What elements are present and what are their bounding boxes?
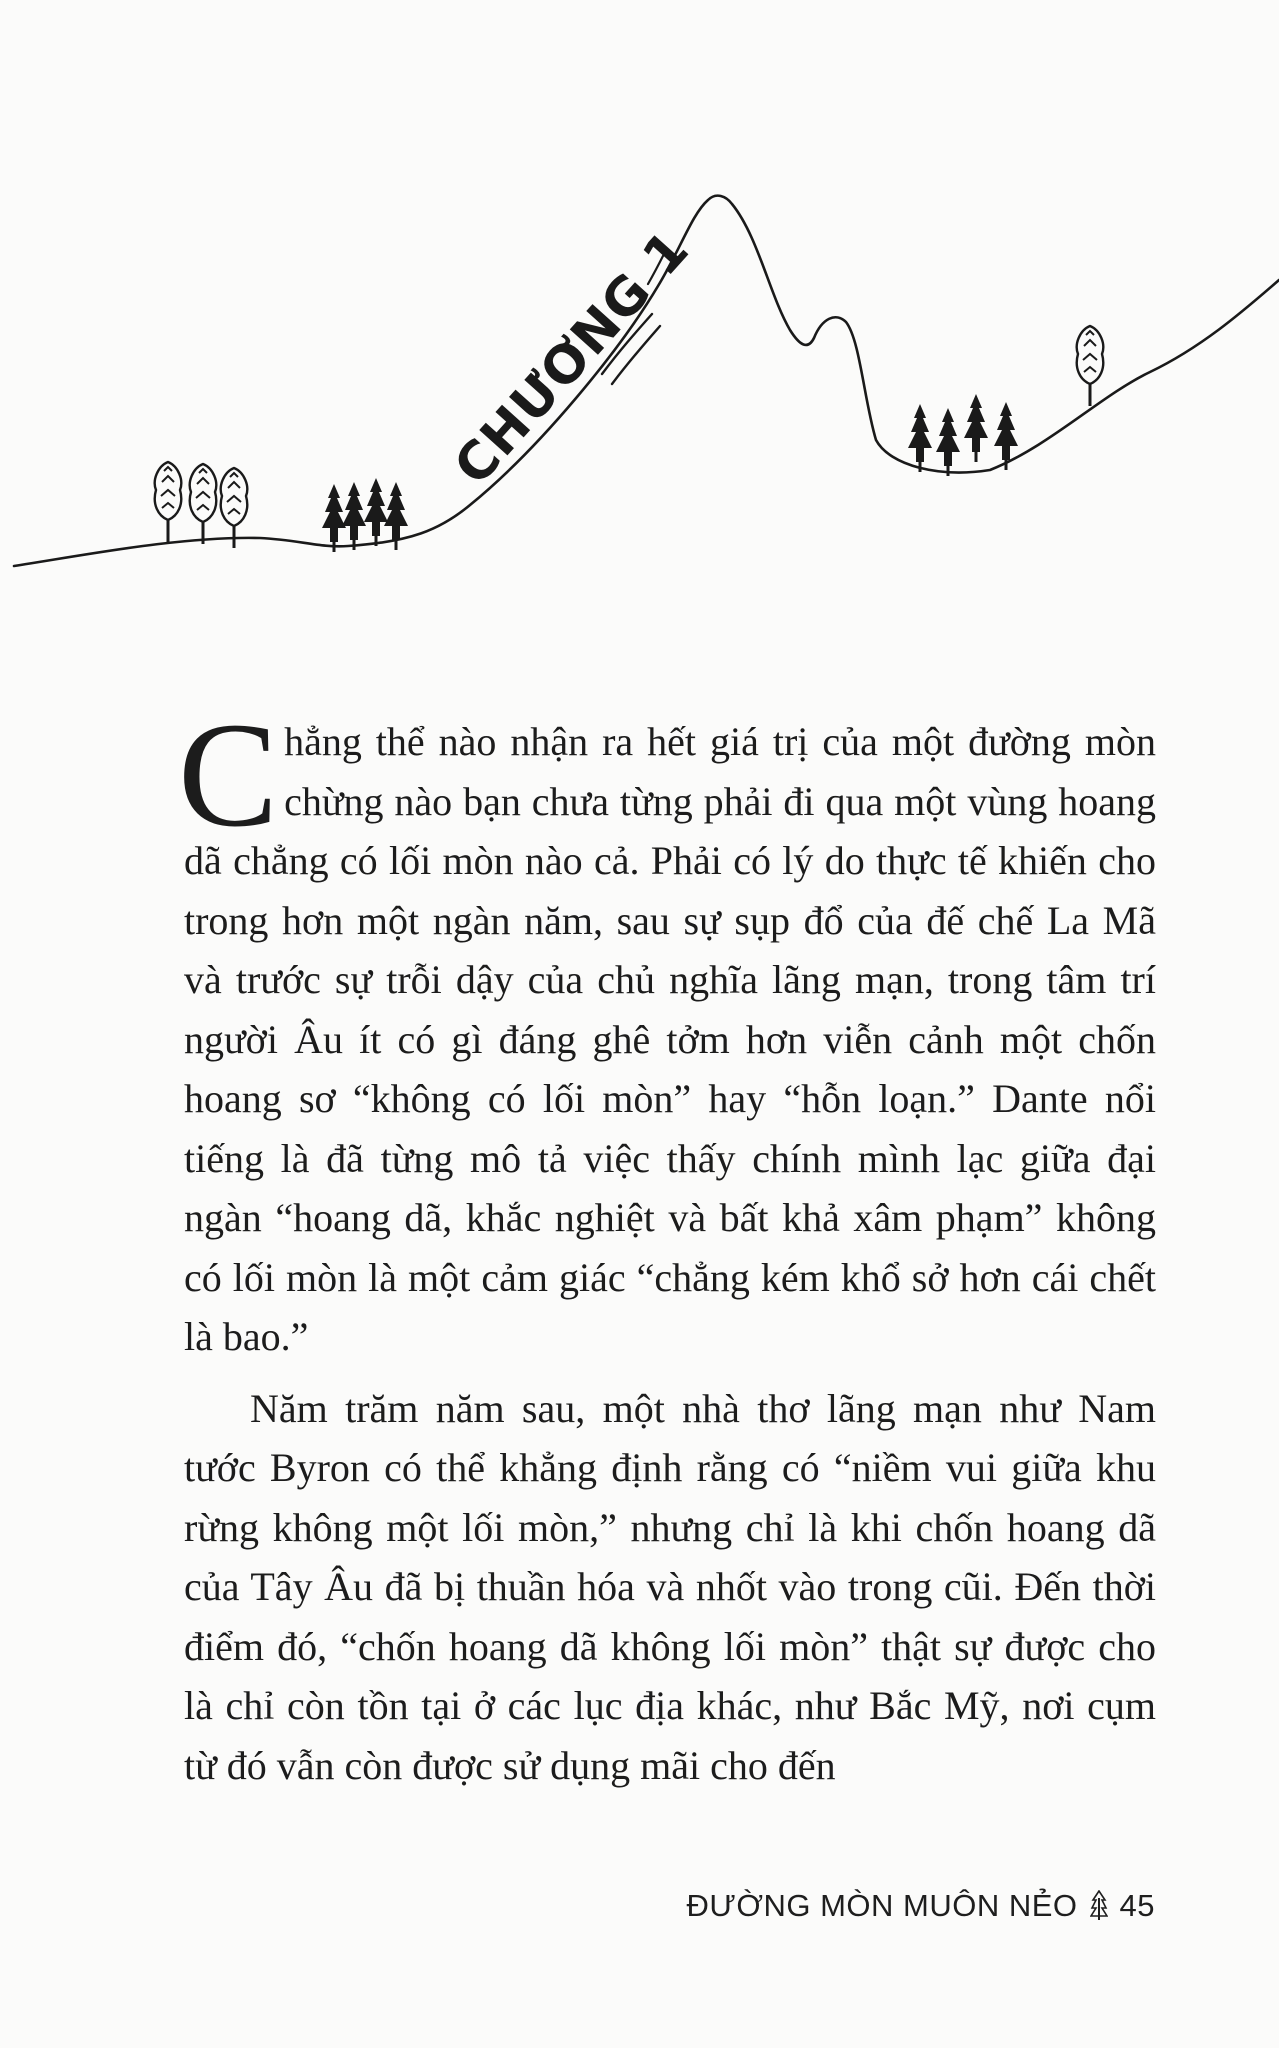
pine-tree-icon [364,478,388,546]
running-title: ĐƯỜNG MÒN MUÔN NẺO [686,1888,1078,1923]
pine-tree-icon [908,404,932,472]
paragraph: Năm trăm năm sau, một nhà thơ lãng mạn như Nam tước Byron có thể khẳng định rằng có “niềm vui giữa khu rừng không một lối mòn,” nhưng chỉ là khi chốn hoang dã của Tây Âu đã bị thuần hóa và nhốt vào trong cũi. Đến thời điểm đó, “chốn hoang dã không lối mòn” thật sự được cho là chỉ còn tồn tại ở các lục địa khác, như Bắc Mỹ, nơi cụm từ đó vẫn còn được sử dụng mãi cho đến [184,1385,1156,1788]
pine-tree-icon [936,408,960,476]
pine-tree-icon [342,482,366,550]
pine-tree-icon [322,484,346,552]
pine-tree-icon [384,482,408,550]
chapter-label: CHƯƠNG 1 [443,219,702,497]
tree-icon [1077,326,1104,406]
page-footer [687,1888,1155,1924]
paragraph [178,692,1156,1367]
chapter-header-illustration [0,0,1279,620]
paragraph-text: hẳng thể nào nhận ra hết giá trị của một đường mòn chừng nào bạn chưa từng phải đi qua một vùng hoang dã chẳng có lối mòn nào cả. Phải có lý do thực tế khiến cho trong hơn một ngàn năm, sau sự sụp đổ của đế chế La Mã và trước sự trỗi dậy của chủ nghĩa lãng mạn, trong tâm trí người Âu ít có gì đáng ghê tởm hơn viễn cảnh một chốn hoang sơ “không có lối mòn” hay “hỗn loạn.” Dante nổi tiếng là đã từng mô tả việc thấy chính mình lạc giữa đại ngàn “hoang dã, khắc nghiệt và bất khả xâm phạm” không có lối mòn là một cảm giác “chẳng kém khổ sở hơn cái chết là bao.” [184,719,1156,1359]
pine-tree-icon [964,394,988,462]
tree-icon [1090,1890,1108,1922]
tree-icon [221,468,248,548]
drop-cap: C [178,692,279,858]
tree-icon [155,462,182,542]
body-text [178,692,1156,1795]
tree-icon [190,464,217,544]
page-number: 45 [1119,1888,1155,1923]
